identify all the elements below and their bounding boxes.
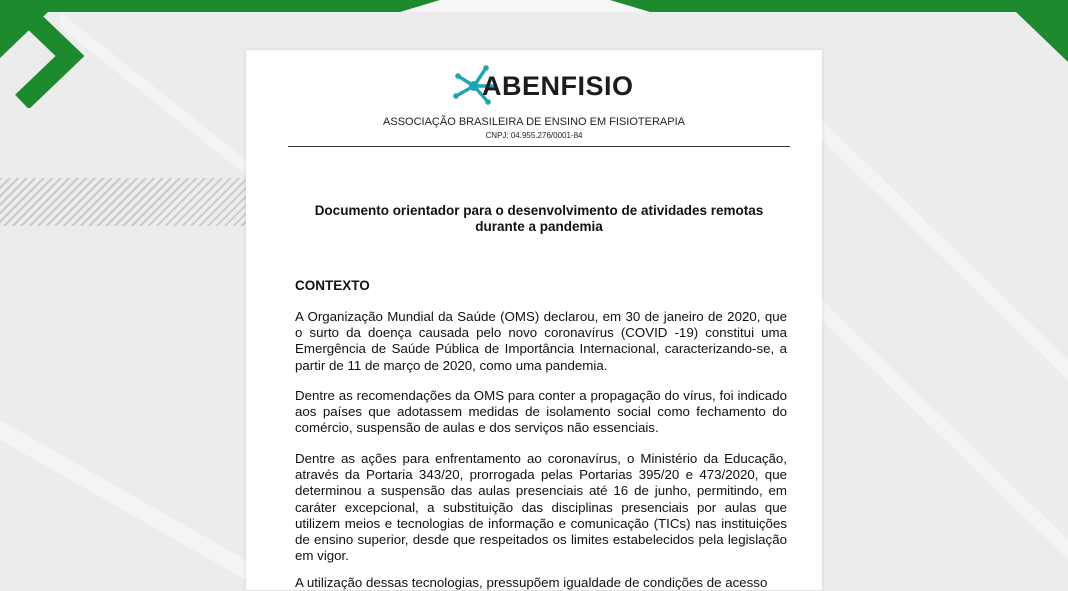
document-title <box>286 203 792 235</box>
logo-wordmark: ABENFISIO <box>482 71 634 101</box>
association-name: ASSOCIAÇÃO BRASILEIRA DE ENSINO EM FISIOTERAPIA <box>383 116 685 128</box>
paragraph-4: A utilização dessas tecnologias, pressupõem igualdade de condições de acesso <box>295 575 768 590</box>
paragraph-1: A Organização Mundial da Saúde (OMS) declarou, em 30 de janeiro de 2020, que o surto da doença causada pelo novo coronavírus (COVID -19) constitui uma Emergência de Saúde Pública de Importância Internacional, caracterizando-se, a partir de 11 de março de 2020, como uma pandemia. <box>295 309 787 373</box>
chevron-right-icon <box>0 0 90 108</box>
paragraph-3: Dentre as ações para enfrentamento ao coronavírus, o Ministério da Educação, através da Portaria 343/20, prorrogada pelas Portarias 395/20 e 473/2020, que determinou a suspensão das aulas presenciais até 16 de junho, permitindo, em caráter excepcional, a substituição das disciplinas presenciais por aulas que utilizem meios e tecnologias de informação e comunicação (TICs) nas instituições de ensino superior, desde que respeitados os limites estabelecidos pela legislação em vigor. <box>295 451 787 564</box>
document-page <box>246 50 822 590</box>
striped-band <box>0 178 246 226</box>
header-divider <box>288 146 790 147</box>
document-title-line-1: Documento orientador para o desenvolvimento de atividades remotas <box>314 203 764 218</box>
section-heading: CONTEXTO <box>295 278 370 293</box>
cnpj-number: CNPJ: 04.955.276/0001-84 <box>485 131 583 140</box>
document-title-line-2: durante a pandemia <box>475 219 603 234</box>
paragraph-2: Dentre as recomendações da OMS para conter a propagação do vírus, foi indicado aos países que adotassem medidas de isolamento social como fechamento do comércio, suspensão de aulas e dos serviços não essenciais. <box>295 388 787 436</box>
logo <box>246 62 822 110</box>
